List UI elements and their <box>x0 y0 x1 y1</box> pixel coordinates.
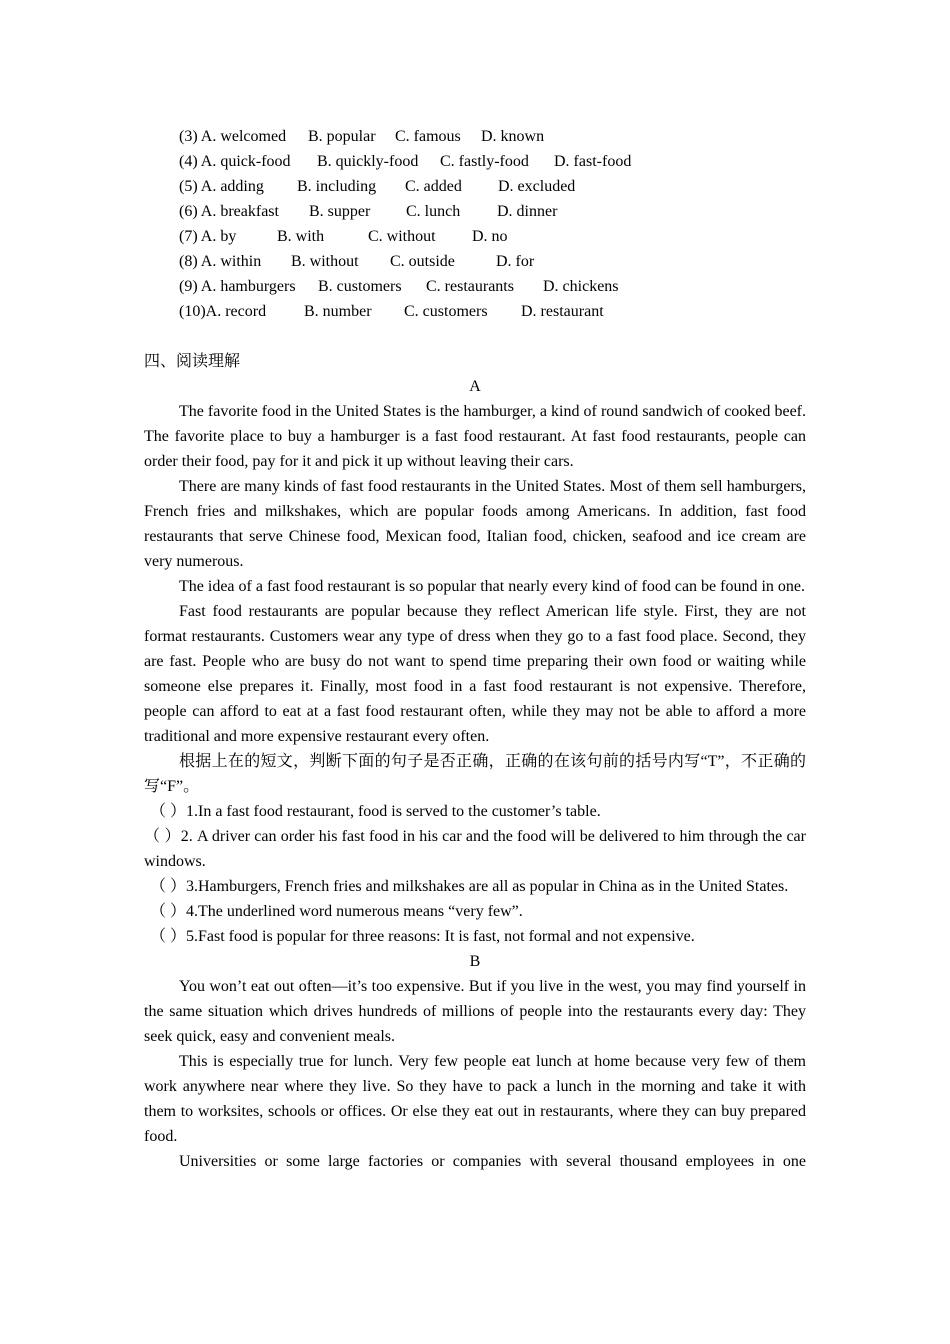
option-b: B. including <box>297 178 377 195</box>
question-3: （ ）3.Hamburgers, French fries and milkshakes are all as popular in China as in the United States. <box>150 878 789 895</box>
option-c: C. fastly-food <box>440 153 529 170</box>
option-c: C. lunch <box>406 203 461 220</box>
option-a: (8) A. within <box>179 253 262 270</box>
option-c: C. added <box>405 178 462 195</box>
passage-a-paragraph: The favorite food in the United States is the hamburger, a kind of round sandwich of cooked beef. The favorite place to buy a hamburger is a fast food restaurant. At fast food restaurants, people can order their food, pay for it and pick it up without leaving their cars. <box>144 403 806 470</box>
option-row-3 <box>144 124 806 149</box>
option-c: C. outside <box>390 253 455 270</box>
options-list <box>144 124 806 324</box>
option-a: (7) A. by <box>179 228 237 245</box>
option-d: D. for <box>496 253 535 270</box>
option-row-5 <box>144 174 806 199</box>
option-a: (9) A. hamburgers <box>179 278 296 295</box>
passage-a-label: A <box>469 378 481 395</box>
option-b: B. number <box>304 303 372 320</box>
option-c: C. without <box>368 228 436 245</box>
option-a: (5) A. adding <box>179 178 264 195</box>
question-2: （ ）2. A driver can order his fast food in his car and the food will be delivered to him through the car windows. <box>144 828 806 870</box>
option-a: (4) A. quick-food <box>179 153 291 170</box>
option-d: D. no <box>472 228 508 245</box>
document-page <box>144 124 806 1174</box>
passage-b-paragraph: Universities or some large factories or companies with several thousand employees in one <box>179 1153 806 1170</box>
option-row-9 <box>144 274 806 299</box>
question-4: （ ）4.The underlined word numerous means “very few”. <box>150 903 523 920</box>
option-row-7 <box>144 224 806 249</box>
option-a: (6) A. breakfast <box>179 203 279 220</box>
option-a: (10)A. record <box>179 303 267 320</box>
option-b: B. customers <box>318 278 402 295</box>
option-row-10 <box>144 299 806 324</box>
passage-a-paragraph: The idea of a fast food restaurant is so popular that nearly every kind of food can be found in one. <box>179 578 806 595</box>
option-b: B. without <box>291 253 359 270</box>
option-row-8 <box>144 249 806 274</box>
option-d: D. chickens <box>543 278 619 295</box>
passage-a-paragraph: Fast food restaurants are popular because they reflect American life style. First, they are not format restaurants. Customers wear any type of dress when they go to a fast food place. Second, they are fast. People who are busy do not want to spend time preparing their own food or waiting while someone else prepares it. Finally, most food in a fast food restaurant is not expensive. Therefore, people can afford to eat at a fast food restaurant often, while they may not be able to afford a more traditional and more expensive restaurant every often. <box>144 603 806 745</box>
option-c: C. famous <box>395 128 461 145</box>
option-d: D. restaurant <box>521 303 604 320</box>
passage-a-paragraph: There are many kinds of fast food restaurants in the United States. Most of them sell hamburgers, French fries and milkshakes, which are popular foods among Americans. In addition, fast food restaurants that serve Chinese food, Mexican food, Italian food, chicken, seafood and ice cream are very numerous. <box>144 478 806 570</box>
option-c: C. restaurants <box>426 278 514 295</box>
passage-b-paragraph: You won’t eat out often—it’s too expensive. But if you live in the west, you may find yourself in the same situation which drives hundreds of millions of people into the restaurants every day: They seek quick, easy and convenient meals. <box>144 978 806 1045</box>
option-b: B. popular <box>308 128 376 145</box>
option-d: D. excluded <box>498 178 576 195</box>
option-row-4 <box>144 149 806 174</box>
option-b: B. supper <box>309 203 371 220</box>
passage-b-label: B <box>469 953 481 970</box>
option-row-6 <box>144 199 806 224</box>
option-b: B. quickly-food <box>317 153 419 170</box>
question-1: （ ）1.In a fast food restaurant, food is served to the customer’s table. <box>150 803 601 820</box>
task-instruction: 根据上在的短文，判断下面的句子是否正确，正确的在该句前的括号内写“T”，不正确的写“F”。 <box>144 753 806 795</box>
option-d: D. fast-food <box>554 153 632 170</box>
question-5: （ ）5.Fast food is popular for three reasons: It is fast, not formal and not expensive. <box>150 928 695 945</box>
passage-b-paragraph: This is especially true for lunch. Very few people eat lunch at home because very few of them work anywhere near where they live. So they have to pack a lunch in the morning and take it with them to worksites, schools or offices. Or else they eat out in restaurants, where they can buy prepared food. <box>144 1053 806 1145</box>
option-c: C. customers <box>404 303 488 320</box>
option-d: D. dinner <box>497 203 558 220</box>
option-b: B. with <box>277 228 325 245</box>
option-d: D. known <box>481 128 545 145</box>
option-a: (3) A. welcomed <box>179 128 287 145</box>
section-heading: 四、阅读理解 <box>144 353 241 370</box>
